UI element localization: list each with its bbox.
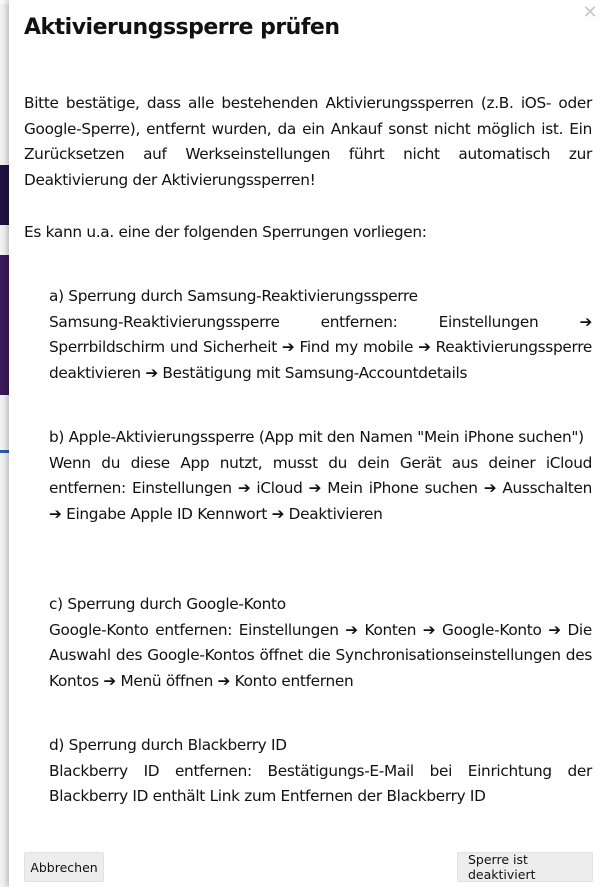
section-heading: b) Apple-Aktivierungssperre (App mit den Namen "Mein iPhone suchen") [49,428,584,446]
close-icon[interactable]: ✕ [582,2,598,23]
section-body: Blackberry ID entfernen: Bestätigungs-E-Mail bei Einrichtung der Blackberry ID enthält Link zum Entfernen der Blackberry ID [49,761,592,806]
activation-lock-dialog [9,0,605,887]
section-heading: d) Sperrung durch Blackberry ID [49,736,287,754]
section-body: Google-Konto entfernen: Einstellungen ➔ Konten ➔ Google-Konto ➔ Die Auswahl des Google-Kontos öffnet die Synchronisationseinstellungen des Kontos ➔ Menü öffnen ➔ Konto entfernen [49,620,592,691]
section-body: Samsung-Reaktivierungssperre entfernen: Einstellungen ➔ Sperrbildschirm und Sicherheit ➔ Find my mobile ➔ Reaktivierungssperre deaktivieren ➔ Bestätigung mit Samsung-Accountdetails [49,312,592,383]
section-apple [49,425,592,528]
cancel-button[interactable]: Abbrechen [24,852,104,882]
lead-text: Es kann u.a. eine der folgenden Sperrungen vorliegen: [24,223,427,241]
section-heading: a) Sperrung durch Samsung-Reaktivierungssperre [49,287,418,305]
section-blackberry [49,733,592,810]
section-samsung [49,284,592,387]
confirm-lock-disabled-button[interactable]: Sperre ist deaktiviert [457,852,593,882]
section-body: Wenn du diese App nutzt, musst du dein Gerät aus deiner iCloud entfernen: Einstellungen ➔ iCloud ➔ Mein iPhone suchen ➔ Ausschalten ➔ Eingabe Apple ID Kennwort ➔ Deaktivieren [49,453,592,524]
section-google [49,592,592,695]
dialog-title: Aktivierungssperre prüfen [24,15,340,40]
intro-text: Bitte bestätige, dass alle bestehenden Aktivierungssperren (z.B. iOS- oder Google-Sperre), entfernt wurden, da ein Ankauf sonst nicht möglich ist. Ein Zurücksetzen auf Werkseinstellungen führt nicht automatisch zur Deaktivierung der Aktivierungssperren! [24,94,592,190]
section-heading: c) Sperrung durch Google-Konto [49,595,286,613]
